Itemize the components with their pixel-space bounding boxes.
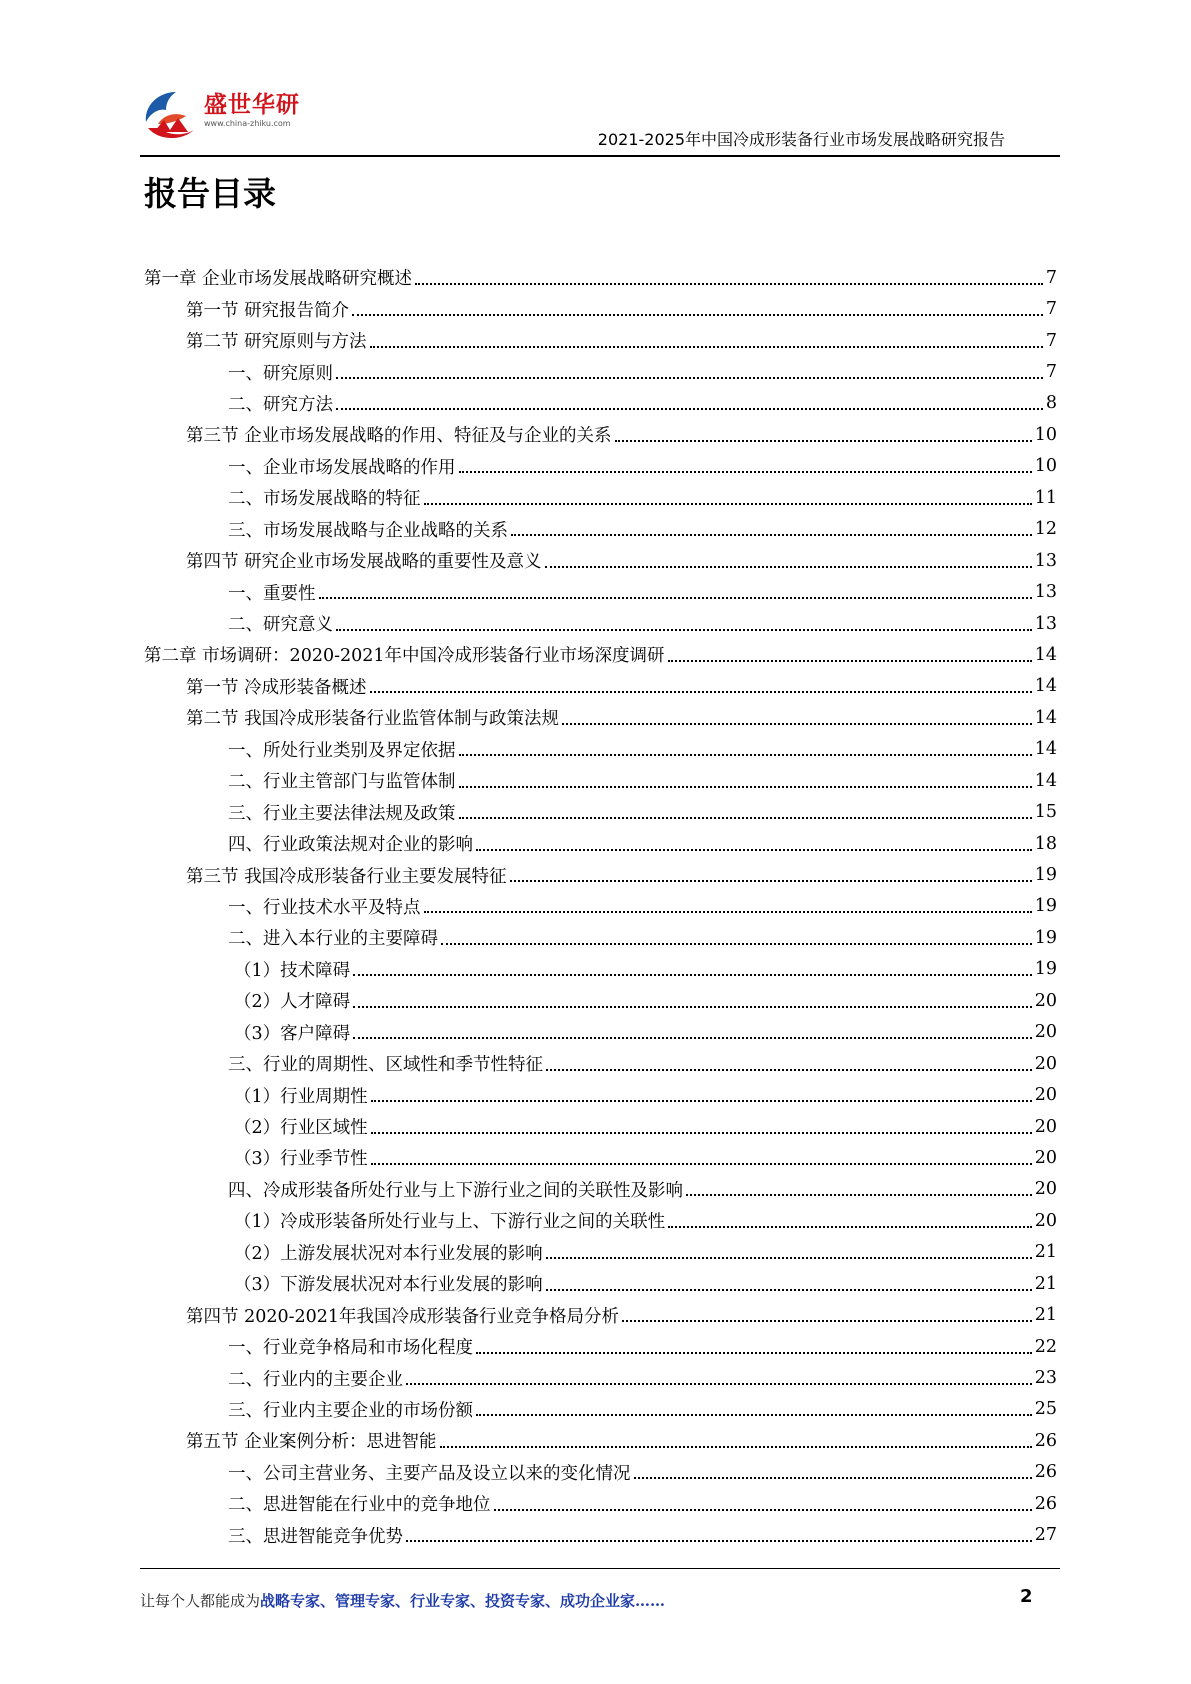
toc-entry-page: 20: [1034, 990, 1057, 1011]
toc-entry[interactable]: [144, 1268, 1057, 1299]
toc-entry-page: 10: [1034, 456, 1057, 477]
toc-entry-page: 22: [1034, 1336, 1057, 1357]
toc-entry-title: 二、市场发展战略的特征: [228, 489, 421, 510]
toc-entry-page: 14: [1034, 707, 1057, 728]
toc-entry[interactable]: [144, 954, 1057, 985]
toc-entry-page: 14: [1034, 644, 1057, 665]
toc-dot-leader: [353, 1006, 1032, 1008]
toc-entry[interactable]: [144, 1111, 1057, 1142]
toc-entry[interactable]: [144, 1237, 1057, 1268]
toc-entry-page: 20: [1034, 1179, 1057, 1200]
toc-dot-leader: [370, 346, 1043, 348]
toc-entry[interactable]: [144, 1394, 1057, 1425]
toc-dot-leader: [545, 566, 1032, 568]
toc-entry-page: 19: [1034, 927, 1057, 948]
toc-entry-page: 14: [1034, 739, 1057, 760]
toc-entry-page: 7: [1045, 299, 1057, 320]
toc-entry-title: 第二节 我国冷成形装备行业监管体制与政策法规: [186, 709, 560, 730]
toc-entry-title: 一、所处行业类别及界定依据: [228, 740, 456, 761]
toc-entry-page: 27: [1034, 1525, 1057, 1546]
toc-entry-title: （2）行业区域性: [234, 1118, 368, 1139]
toc-entry-title: 第四节 研究企业市场发展战略的重要性及意义: [186, 552, 542, 573]
toc-entry-page: 18: [1034, 833, 1057, 854]
table-of-contents: [144, 262, 1057, 1551]
toc-entry[interactable]: [144, 608, 1057, 639]
document-title: 2021-2025年中国冷成形装备行业市场发展战略研究报告: [597, 130, 1005, 149]
toc-entry-title: 第一章 企业市场发展战略研究概述: [144, 269, 413, 290]
toc-entry[interactable]: [144, 1048, 1057, 1079]
toc-dot-leader: [336, 377, 1043, 379]
toc-dot-leader: [353, 974, 1032, 976]
toc-entry[interactable]: [144, 922, 1057, 953]
toc-entry-page: 7: [1045, 267, 1057, 288]
toc-entry-title: 三、行业主要法律法规及政策: [228, 803, 456, 824]
toc-entry-page: 11: [1034, 487, 1057, 508]
toc-entry-page: 12: [1034, 519, 1057, 540]
toc-entry-page: 15: [1034, 802, 1057, 823]
toc-dot-leader: [615, 440, 1032, 442]
toc-dot-leader: [459, 786, 1032, 788]
toc-entry-page: 13: [1034, 613, 1057, 634]
toc-dot-leader: [511, 534, 1032, 536]
toc-entry[interactable]: [144, 1457, 1057, 1488]
toc-entry-title: 一、重要性: [228, 583, 316, 604]
toc-entry-page: 10: [1034, 424, 1057, 445]
toc-entry[interactable]: [144, 859, 1057, 890]
toc-entry[interactable]: [144, 765, 1057, 796]
toc-entry[interactable]: [144, 985, 1057, 1016]
toc-entry-page: 14: [1034, 770, 1057, 791]
toc-entry[interactable]: [144, 1017, 1057, 1048]
toc-dot-leader: [406, 1540, 1032, 1542]
toc-entry[interactable]: [144, 1488, 1057, 1519]
toc-entry[interactable]: [144, 702, 1057, 733]
footer-slogan: [140, 1590, 665, 1611]
toc-dot-leader: [406, 1383, 1032, 1385]
logo-swoosh-icon: [140, 84, 202, 146]
toc-entry-page: 21: [1034, 1242, 1057, 1263]
toc-entry-title: 二、行业内的主要企业: [228, 1369, 403, 1390]
toc-entry-page: 21: [1034, 1273, 1057, 1294]
toc-dot-leader: [562, 723, 1032, 725]
toc-entry-title: （3）下游发展状况对本行业发展的影响: [234, 1275, 543, 1296]
toc-dot-leader: [353, 1037, 1032, 1039]
toc-entry[interactable]: [144, 1205, 1057, 1236]
toc-entry-page: 25: [1034, 1399, 1057, 1420]
toc-dot-leader: [494, 1509, 1032, 1511]
toc-dot-leader: [371, 1163, 1032, 1165]
header-divider: [140, 155, 1060, 157]
toc-entry[interactable]: [144, 639, 1057, 670]
footer-highlight: 战略专家、管理专家、行业专家、投资专家、成功企业家……: [260, 1592, 666, 1610]
toc-dot-leader: [352, 314, 1043, 316]
toc-entry-title: 一、公司主营业务、主要产品及设立以来的变化情况: [228, 1463, 631, 1484]
page-number: 2: [1020, 1586, 1033, 1607]
toc-dot-leader: [686, 1194, 1032, 1196]
toc-entry[interactable]: [144, 356, 1057, 387]
toc-dot-leader: [546, 1289, 1032, 1291]
toc-entry[interactable]: [144, 545, 1057, 576]
toc-dot-leader: [476, 1414, 1032, 1416]
toc-entry-title: 一、行业技术水平及特点: [228, 897, 421, 918]
toc-entry-page: 26: [1034, 1493, 1057, 1514]
toc-entry[interactable]: [144, 1520, 1057, 1551]
toc-entry-title: 第二章 市场调研：2020-2021年中国冷成形装备行业市场深度调研: [144, 646, 665, 667]
toc-entry-title: 二、研究意义: [228, 615, 333, 636]
toc-entry[interactable]: [144, 388, 1057, 419]
logo-url: www.china-zhiku.com: [204, 119, 291, 128]
toc-entry-page: 26: [1034, 1462, 1057, 1483]
toc-entry-page: 23: [1034, 1368, 1057, 1389]
toc-entry-title: 四、行业政策法规对企业的影响: [228, 835, 473, 856]
toc-dot-leader: [336, 408, 1043, 410]
toc-entry-title: （1）技术障碍: [234, 960, 351, 981]
toc-entry[interactable]: [144, 891, 1057, 922]
toc-entry[interactable]: [144, 1425, 1057, 1456]
toc-entry-page: 8: [1045, 393, 1057, 414]
toc-dot-leader: [441, 943, 1032, 945]
footer-divider: [140, 1568, 1060, 1569]
toc-entry-page: 21: [1034, 1305, 1057, 1326]
toc-entry-page: 20: [1034, 1210, 1057, 1231]
toc-entry-page: 14: [1034, 676, 1057, 697]
toc-dot-leader: [415, 283, 1043, 285]
toc-entry-title: 二、思进智能在行业中的竞争地位: [228, 1495, 491, 1516]
toc-entry-title: 第三节 我国冷成形装备行业主要发展特征: [186, 866, 507, 887]
toc-dot-leader: [668, 660, 1032, 662]
toc-entry-title: 第一节 冷成形装备概述: [186, 677, 367, 698]
toc-dot-leader: [319, 597, 1032, 599]
toc-entry[interactable]: [144, 262, 1057, 293]
toc-dot-leader: [546, 1257, 1032, 1259]
toc-entry[interactable]: [144, 1299, 1057, 1330]
toc-dot-leader: [476, 1352, 1032, 1354]
toc-entry-page: 19: [1034, 959, 1057, 980]
toc-entry[interactable]: [144, 1362, 1057, 1393]
toc-entry-title: （1）冷成形装备所处行业与上、下游行业之间的关联性: [234, 1212, 666, 1233]
toc-entry-title: （1）行业周期性: [234, 1086, 368, 1107]
company-logo: [140, 84, 315, 150]
toc-entry-title: 第五节 企业案例分析：思进智能: [186, 1432, 437, 1453]
toc-dot-leader: [440, 1446, 1032, 1448]
footer-prefix: 让每个人都能成为: [140, 1592, 261, 1610]
toc-entry-title: （3）行业季节性: [234, 1149, 368, 1170]
toc-entry[interactable]: [144, 325, 1057, 356]
toc-entry-title: 三、行业的周期性、区域性和季节性特征: [228, 1055, 543, 1076]
toc-dot-leader: [336, 629, 1032, 631]
toc-entry-page: 13: [1034, 550, 1057, 571]
toc-entry-title: 三、思进智能竞争优势: [228, 1526, 403, 1547]
toc-entry-page: 20: [1034, 1116, 1057, 1137]
toc-entry[interactable]: [144, 1174, 1057, 1205]
toc-entry-page: 20: [1034, 1147, 1057, 1168]
toc-entry-page: 20: [1034, 1085, 1057, 1106]
toc-entry-title: 一、研究原则: [228, 363, 333, 384]
toc-entry[interactable]: [144, 671, 1057, 702]
toc-entry[interactable]: [144, 482, 1057, 513]
toc-dot-leader: [546, 1069, 1032, 1071]
toc-dot-leader: [622, 1320, 1032, 1322]
toc-entry[interactable]: [144, 828, 1057, 859]
toc-dot-leader: [370, 691, 1032, 693]
toc-dot-leader: [371, 1100, 1032, 1102]
toc-entry-title: （3）客户障碍: [234, 1023, 351, 1044]
toc-entry-page: 19: [1034, 865, 1057, 886]
toc-entry-title: 第一节 研究报告简介: [186, 300, 350, 321]
toc-entry[interactable]: [144, 796, 1057, 827]
toc-dot-leader: [424, 503, 1032, 505]
toc-entry-page: 7: [1045, 362, 1057, 383]
toc-dot-leader: [424, 911, 1032, 913]
toc-entry-title: 一、行业竞争格局和市场化程度: [228, 1338, 473, 1359]
toc-entry[interactable]: [144, 293, 1057, 324]
toc-entry[interactable]: [144, 514, 1057, 545]
toc-entry-page: 7: [1045, 330, 1057, 351]
toc-dot-leader: [459, 817, 1032, 819]
toc-entry-title: （2）人才障碍: [234, 992, 351, 1013]
toc-entry[interactable]: [144, 1079, 1057, 1110]
toc-entry-title: 二、行业主管部门与监管体制: [228, 772, 456, 793]
toc-entry[interactable]: [144, 451, 1057, 482]
toc-entry[interactable]: [144, 419, 1057, 450]
toc-dot-leader: [459, 754, 1032, 756]
toc-dot-leader: [476, 849, 1032, 851]
toc-entry-page: 13: [1034, 582, 1057, 603]
toc-entry-page: 20: [1034, 1022, 1057, 1043]
toc-entry-page: 20: [1034, 1053, 1057, 1074]
toc-entry-page: 19: [1034, 896, 1057, 917]
toc-dot-leader: [668, 1226, 1032, 1228]
toc-entry[interactable]: [144, 576, 1057, 607]
toc-entry-page: 26: [1034, 1430, 1057, 1451]
toc-dot-leader: [459, 471, 1032, 473]
toc-entry-title: 三、行业内主要企业的市场份额: [228, 1400, 473, 1421]
toc-entry-title: 二、进入本行业的主要障碍: [228, 929, 438, 950]
toc-entry-title: （2）上游发展状况对本行业发展的影响: [234, 1243, 543, 1264]
toc-entry-title: 第三节 企业市场发展战略的作用、特征及与企业的关系: [186, 426, 612, 447]
toc-entry-title: 第二节 研究原则与方法: [186, 332, 367, 353]
toc-entry-title: 第四节 2020-2021年我国冷成形装备行业竞争格局分析: [186, 1306, 620, 1327]
toc-entry-title: 三、市场发展战略与企业战略的关系: [228, 520, 508, 541]
toc-entry[interactable]: [144, 1331, 1057, 1362]
toc-entry-title: 二、研究方法: [228, 394, 333, 415]
toc-entry-title: 四、冷成形装备所处行业与上下游行业之间的关联性及影响: [228, 1180, 683, 1201]
toc-entry-title: 一、企业市场发展战略的作用: [228, 457, 456, 478]
toc-entry[interactable]: [144, 734, 1057, 765]
toc-dot-leader: [634, 1477, 1032, 1479]
logo-name: 盛世华研: [204, 92, 300, 118]
toc-dot-leader: [510, 880, 1032, 882]
page-title: 报告目录: [144, 174, 276, 213]
toc-dot-leader: [371, 1132, 1032, 1134]
toc-entry[interactable]: [144, 1142, 1057, 1173]
